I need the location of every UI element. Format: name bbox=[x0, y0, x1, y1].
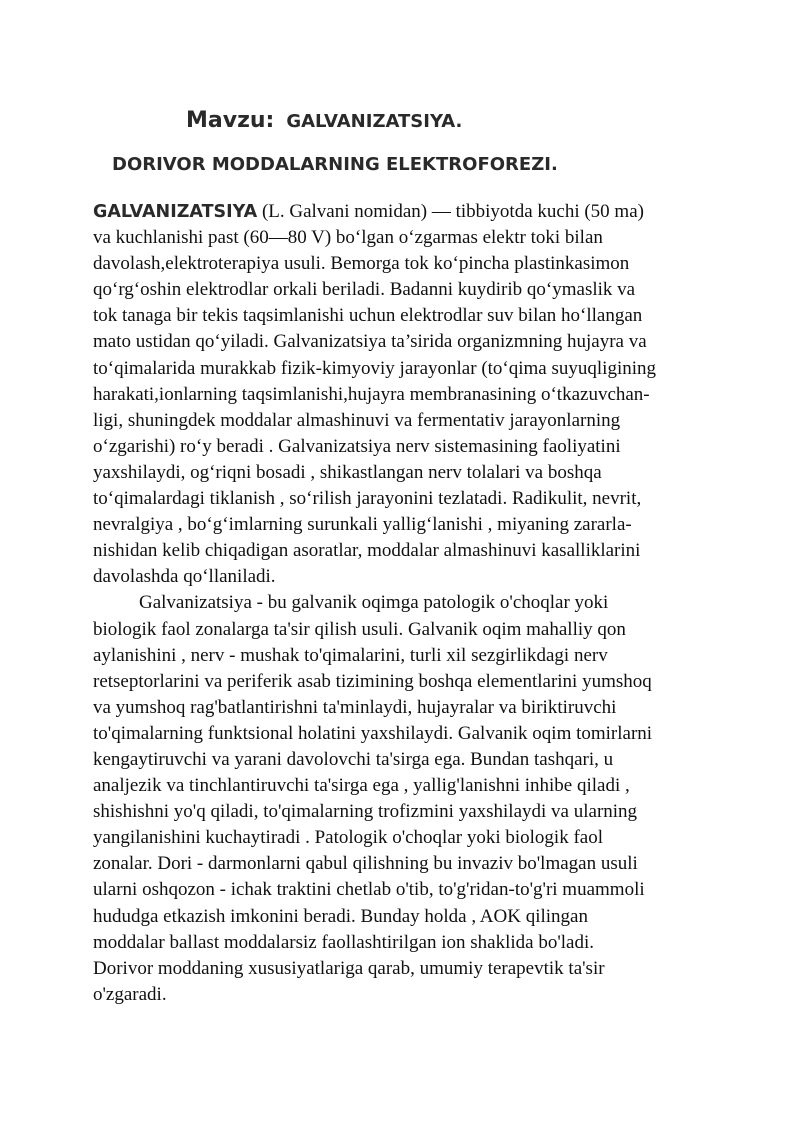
text-line: analjezik va tinchlantiruvchi ta'sirga ega , yallig'lanishni inhibe qiladi , bbox=[93, 775, 630, 797]
text-line: nevralgiya , bo‘g‘imlarning surunkali yallig‘lanishi , miyaning zararla- bbox=[93, 514, 632, 536]
text-line: tok tanaga bir tekis taqsimlanishi uchun elektrodlar suv bilan ho‘llangan bbox=[93, 305, 643, 327]
text-line: ularni oshqozon - ichak traktini chetlab o'tib, to'g'ridan-to'g'ri muammoli bbox=[93, 879, 645, 901]
text-line: biologik faol zonalarga ta'sir qilish usuli. Galvanik oqim mahalliy qon bbox=[93, 618, 626, 640]
document-body bbox=[93, 199, 738, 1008]
text-line: zonalar. Dori - darmonlarni qabul qilishning bu invaziv bo'lmagan usuli bbox=[93, 853, 638, 875]
text-line: va kuchlanishi past (60—80 V) bo‘lgan o‘zgarmas elektr toki bilan bbox=[93, 227, 603, 249]
text-line: hududga etkazish imkonini beradi. Bunday holda , AOK qilingan bbox=[93, 905, 588, 927]
text-line: yangilanishini kuchaytiradi . Patologik o'choqlar yoki biologik faol bbox=[93, 827, 604, 849]
lead-term: GALVANIZATSIYA bbox=[93, 202, 258, 222]
title-label: Mavzu: bbox=[186, 108, 275, 133]
text-line: shishishni yo'q qiladi, to'qimalarning trofizmini yaxshilaydi va ularning bbox=[93, 801, 638, 823]
text-line: aylanishini , nerv - mushak to'qimalarini, turli xil sezgirlikdagi nerv bbox=[93, 644, 608, 666]
text-line: to‘qimalardagi tiklanish , so‘rilish jarayonini tezlatadi. Radikulit, nevrit, bbox=[93, 488, 642, 510]
text-line: davolash,elektroterapiya usuli. Bemorga tok ko‘pincha plastinkasimon bbox=[93, 253, 630, 275]
text-line: va yumshoq rag'batlantirishni ta'minlaydi, hujayralar va biriktiruvchi bbox=[93, 696, 617, 718]
text-line: qo‘rg‘oshin elektrodlar orkali beriladi. Badanni kuydirib qo‘ymaslik va bbox=[93, 279, 636, 301]
text-line: davolashda qo‘llaniladi. bbox=[93, 566, 276, 588]
text-line: nishidan kelib chiqadigan asoratlar, moddalar almashinuvi kasalliklarini bbox=[93, 540, 641, 562]
text-line: o‘zgarishi) ro‘y beradi . Galvanizatsiya nerv sistemasining faoliyatini bbox=[93, 435, 621, 457]
text-line: o'zgaradi. bbox=[93, 983, 167, 1005]
title-topic: GALVANIZATSIYA. bbox=[286, 111, 463, 132]
paragraph-2-first-line: Galvanizatsiya - bu galvanik oqimga patologik o'choqlar yoki bbox=[139, 592, 609, 614]
text-line: moddalar ballast moddalarsiz faollashtirilgan ion shaklida bo'ladi. bbox=[93, 931, 594, 953]
text-line: ligi, shuningdek moddalar almashinuvi va fermentativ jarayonlarning bbox=[93, 409, 621, 431]
page-title bbox=[186, 108, 462, 133]
text-line: kengaytiruvchi va yarani davolovchi ta'sirga ega. Bundan tashqari, u bbox=[93, 748, 614, 770]
text-line: harakati,ionlarning taqsimlanishi,hujayra membranasining o‘tkazuvchan- bbox=[93, 383, 650, 405]
text-line: mato ustidan qo‘yiladi. Galvanizatsiya ta’sirida organizmning hujayra va bbox=[93, 331, 647, 353]
paragraph-1-first-line bbox=[93, 199, 738, 225]
text-line: yaxshilaydi, og‘riqni bosadi , shikastlangan nerv tolalari va boshqa bbox=[93, 461, 602, 483]
page-subtitle: DORIVOR MODDALARNING ELEKTROFOREZI. bbox=[112, 154, 558, 175]
text-line: to'qimalarning funktsional holatini yaxshilaydi. Galvanik oqim tomirlarni bbox=[93, 722, 653, 744]
text-line: Dorivor moddaning xususiyatlariga qarab, umumiy terapevtik ta'sir bbox=[93, 957, 605, 979]
first-line-text: (L. Galvani nomidan) — tibbiyotda kuchi (50 ma) bbox=[257, 201, 644, 222]
text-line: to‘qimalarida murakkab fizik-kimyoviy jarayonlar (to‘qima suyuqligining bbox=[93, 357, 656, 379]
text-line: retseptorlarini va periferik asab tizimining boshqa elementlarini yumshoq bbox=[93, 670, 652, 692]
